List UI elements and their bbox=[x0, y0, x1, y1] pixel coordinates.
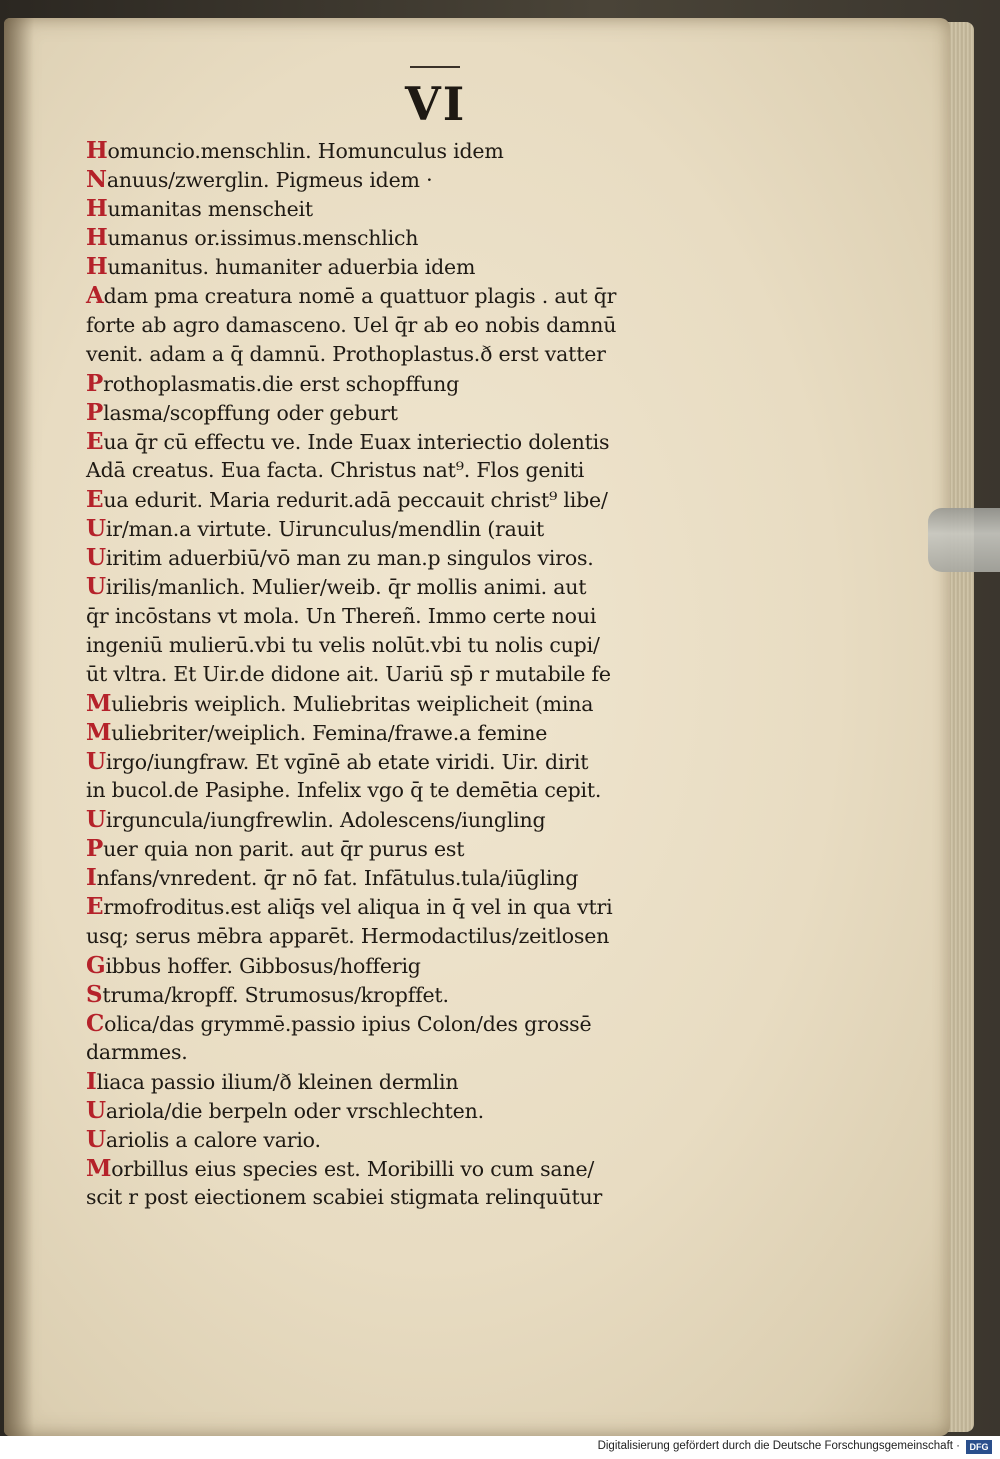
line-text: ariolis a calore vario. bbox=[105, 1128, 321, 1153]
funding-credit: Digitalisierung gefördert durch die Deutsche Forschungsgemeinschaft · bbox=[597, 1440, 960, 1452]
line-text: ariola/die berpeln oder vrschlechten. bbox=[105, 1099, 484, 1124]
text-line bbox=[86, 311, 746, 340]
line-text: truma/kropff. Strumosus/kropffet. bbox=[102, 982, 449, 1007]
rubric-initial: P bbox=[86, 398, 104, 426]
line-text: dam pma creatura nomē a quattuor plagis . aut q̄r bbox=[103, 284, 617, 309]
rubric-initial: M bbox=[86, 718, 112, 746]
line-text: nfans/vnredent. q̄r nō fat. Infātulus.tula/iūgling bbox=[96, 866, 579, 891]
text-line bbox=[86, 980, 746, 1009]
line-text: ua edurit. Maria redurit.adā peccauit christ⁹ libe/ bbox=[103, 488, 608, 513]
rubric-initial: U bbox=[86, 1097, 106, 1125]
line-text: liaca passio ilium/ð kleinen dermlin bbox=[96, 1070, 459, 1094]
rubric-initial: M bbox=[86, 1155, 112, 1183]
line-text: irguncula/iungfrewlin. Adolescens/iungling bbox=[105, 808, 546, 833]
text-line bbox=[86, 485, 746, 514]
line-text: olica/das grymmē.passio ipius Colon/des grossē bbox=[104, 1011, 592, 1036]
rubric-initial: E bbox=[86, 893, 104, 921]
rubric-initial: U bbox=[86, 544, 106, 572]
line-text: orbillus eius species est. Moribilli vo cum sane/ bbox=[111, 1157, 595, 1182]
text-line bbox=[86, 602, 746, 631]
text-line bbox=[86, 456, 746, 485]
line-text: omuncio.menschlin. Homunculus idem bbox=[107, 139, 504, 163]
line-text: ūt vltra. Et Uir.de didone ait. Uariū sp̄ r mutabile fe bbox=[86, 661, 611, 686]
text-line bbox=[86, 689, 746, 718]
rubric-initial: N bbox=[86, 166, 107, 194]
rubric-initial: P bbox=[86, 835, 104, 863]
text-line bbox=[86, 398, 746, 427]
line-text: ir/man.a virtute. Uirunculus/mendlin (rauit bbox=[105, 517, 545, 542]
text-line bbox=[86, 1125, 746, 1154]
line-text: in bucol.de Pasiphe. Infelix vgo q̄ te demētia cepit. bbox=[86, 778, 602, 803]
rubric-initial: A bbox=[86, 282, 104, 310]
line-text: umanus or.issimus.menschlich bbox=[107, 226, 419, 251]
line-text: usq; serus mēbra apparēt. Hermodactilus/zeitlosen bbox=[86, 923, 610, 948]
text-line bbox=[86, 543, 746, 572]
rubric-initial: E bbox=[86, 427, 104, 455]
rubric-initial: U bbox=[86, 515, 106, 543]
rubric-initial: E bbox=[86, 486, 104, 514]
line-text: scit r post eiectionem scabiei stigmata relinquūtur bbox=[86, 1185, 603, 1210]
line-text: iritim aduerbiū/vō man zu man.p singulos viros. bbox=[105, 546, 594, 571]
line-text: uer quia non parit. aut q̄r purus est bbox=[103, 837, 465, 862]
text-line bbox=[86, 281, 746, 310]
text-line bbox=[86, 1067, 746, 1096]
line-text: darmmes. bbox=[86, 1039, 188, 1064]
rubric-initial: I bbox=[86, 864, 97, 892]
folio-number: VI bbox=[405, 77, 467, 131]
rubric-initial: H bbox=[86, 224, 108, 252]
line-text: irilis/manlich. Mulier/weib. q̄r mollis animi. aut bbox=[105, 575, 587, 600]
text-line bbox=[86, 1009, 746, 1038]
line-text: anuus/zwerglin. Pigmeus idem · bbox=[106, 168, 433, 193]
folio-mark bbox=[410, 66, 460, 68]
gutter-shadow bbox=[4, 18, 34, 1436]
line-text: umanitus. humaniter aduerbia idem bbox=[107, 255, 476, 280]
rubric-initial: U bbox=[86, 1126, 106, 1154]
text-line bbox=[86, 660, 746, 689]
line-text: ingeniū mulierū.vbi tu velis nolūt.vbi tu nolis cupi/ bbox=[86, 632, 600, 657]
text-line bbox=[86, 223, 746, 252]
line-text: forte ab agro damasceno. Uel q̄r ab eo nobis damnū bbox=[86, 312, 617, 337]
line-text: uliebriter/weiplich. Femina/frawe.a femine bbox=[111, 720, 548, 745]
text-line bbox=[86, 951, 746, 980]
text-line bbox=[86, 1096, 746, 1125]
text-line bbox=[86, 922, 746, 951]
dfg-logo: DFG bbox=[966, 1440, 992, 1454]
text-line bbox=[86, 776, 746, 805]
text-line bbox=[86, 1154, 746, 1183]
line-text: rothoplasmatis.die erst schopffung bbox=[103, 371, 460, 396]
text-block bbox=[86, 136, 746, 1212]
rubric-initial: H bbox=[86, 195, 108, 223]
rubric-initial: C bbox=[86, 1009, 105, 1037]
text-line bbox=[86, 340, 746, 369]
rubric-initial: H bbox=[86, 137, 108, 164]
rubric-initial: U bbox=[86, 573, 106, 601]
text-line bbox=[86, 805, 746, 834]
line-text: ibbus hoffer. Gibbosus/hofferig bbox=[105, 953, 421, 978]
text-line bbox=[86, 194, 746, 223]
text-line bbox=[86, 136, 746, 165]
rubric-initial: I bbox=[86, 1068, 97, 1095]
rubric-initial: U bbox=[86, 747, 106, 775]
page-clip bbox=[928, 508, 1000, 572]
text-line bbox=[86, 514, 746, 543]
text-line bbox=[86, 863, 746, 892]
text-line bbox=[86, 572, 746, 601]
text-line bbox=[86, 1038, 746, 1067]
line-text: umanitas menscheit bbox=[107, 197, 313, 222]
rubric-initial: U bbox=[86, 806, 106, 834]
text-line bbox=[86, 252, 746, 281]
line-text: venit. adam a q̄ damnū. Prothoplastus.ð erst vatter bbox=[86, 341, 606, 366]
rubric-initial: H bbox=[86, 253, 108, 281]
line-text: Adā creatus. Eua facta. Christus nat⁹. Flos geniti bbox=[86, 458, 585, 483]
text-line bbox=[86, 427, 746, 456]
text-line bbox=[86, 631, 746, 660]
rubric-initial: S bbox=[86, 980, 103, 1008]
text-line bbox=[86, 165, 746, 194]
line-text: irgo/iungfraw. Et vgīnē ab etate viridi. Uir. dirit bbox=[105, 749, 589, 774]
line-text: q̄r incōstans vt mola. Un Thereñ. Immo certe noui bbox=[86, 603, 597, 628]
text-line bbox=[86, 892, 746, 921]
text-line bbox=[86, 747, 746, 776]
rubric-initial: M bbox=[86, 689, 112, 717]
text-line bbox=[86, 718, 746, 747]
line-text: lasma/scopffung oder geburt bbox=[103, 400, 398, 425]
text-line bbox=[86, 369, 746, 398]
rubric-initial: P bbox=[86, 369, 104, 397]
text-line bbox=[86, 834, 746, 863]
footer-banner bbox=[0, 1436, 1000, 1459]
line-text: ua q̄r cū effectu ve. Inde Euax interiectio dolentis bbox=[103, 429, 610, 454]
rubric-initial: G bbox=[86, 951, 106, 979]
line-text: uliebris weiplich. Muliebritas weiplicheit (mina bbox=[111, 691, 594, 716]
text-line bbox=[86, 1183, 746, 1212]
line-text: rmofroditus.est aliq̄s vel aliqua in q̄ vel in qua vtri bbox=[103, 895, 613, 920]
